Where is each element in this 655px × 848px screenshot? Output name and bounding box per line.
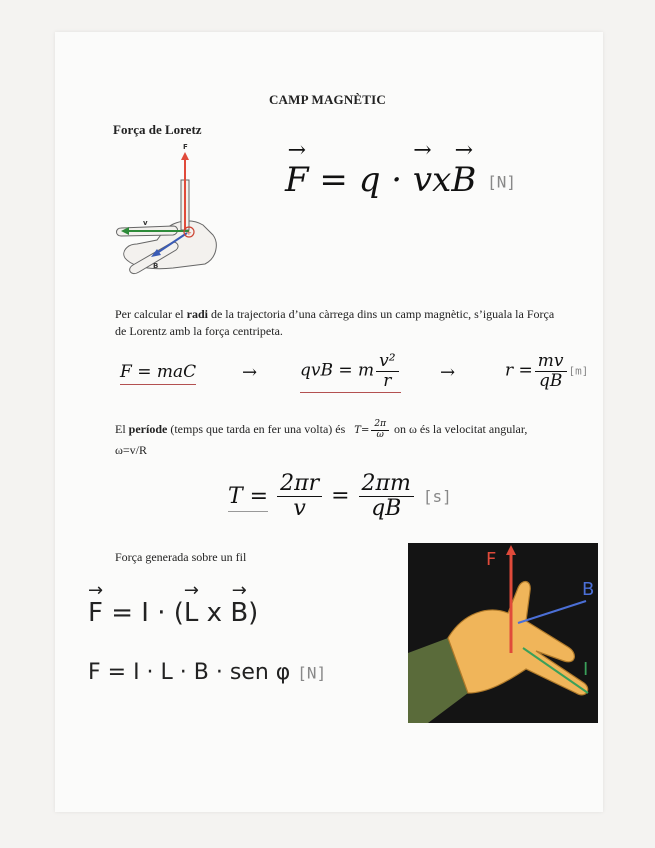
unit-newton-2: [N]	[297, 663, 327, 683]
wire-eq-middle: = I · (	[111, 598, 184, 628]
section-heading-lorentz: Força de Loretz	[113, 122, 202, 137]
period-num-1: 2πr	[277, 472, 322, 497]
wire-field-vector: → B	[230, 598, 248, 628]
svg-text:+: +	[186, 229, 192, 237]
radius-text-2: de la trajectoria d’una càrrega dins un camp magnètic, s’iguala la Força de Lorentz amb la força centripeta.	[115, 307, 555, 338]
force-vector-symbol: → F	[285, 160, 309, 200]
wire-force-heading: Força generada sobre un fil	[115, 550, 247, 564]
period-bold-term: període	[128, 422, 168, 436]
eq3-denominator: qB	[538, 370, 563, 391]
period-text-3: on ω és la velocitat angular,	[391, 422, 528, 436]
photo-label-b: B	[582, 579, 595, 600]
wire-force-vector: → F	[88, 598, 103, 628]
diagram-label-v: v	[143, 219, 148, 227]
diagram-label-b: B	[153, 262, 159, 270]
left-hand-rule-diagram	[113, 140, 233, 280]
equals-q-dot: = q ·	[319, 160, 403, 200]
wire-cross: x	[206, 598, 223, 628]
angular-velocity-relation: ω=v/R	[115, 442, 148, 457]
radius-paragraph	[115, 306, 555, 340]
period-text-2: (temps que tarda en fer una volta) és	[167, 422, 346, 436]
radius-bold-term: radi	[186, 307, 208, 321]
unit-metre: [m]	[568, 364, 589, 378]
radius-text-1: Per calcular el	[115, 307, 187, 321]
equation-radius	[505, 352, 588, 390]
length-vector: → L	[184, 598, 199, 628]
unit-newton: [N]	[487, 172, 517, 192]
field-vector-symbol: → B	[451, 160, 476, 200]
wire-force-vector-equation	[88, 598, 258, 628]
arrow-2: →	[440, 362, 456, 383]
period-equals: =	[331, 483, 350, 509]
diagram-label-f: F	[183, 143, 188, 151]
period-den-2: qB	[371, 496, 402, 522]
equation-newton-second-law: F = maC	[120, 362, 196, 385]
wire-force-scalar-equation	[88, 660, 326, 685]
arrow-1: →	[242, 362, 258, 383]
eq2-left: qvB = m	[300, 360, 375, 381]
period-paragraph	[115, 420, 585, 459]
velocity-vector-symbol: → v	[413, 160, 432, 200]
eq3-numerator: mv	[535, 352, 567, 372]
photo-label-f: F	[486, 549, 497, 570]
eq3-left: r =	[505, 360, 533, 381]
period-num-2: 2πm	[359, 472, 414, 497]
period-den-1: v	[293, 496, 306, 522]
unit-second: [s]	[422, 487, 452, 507]
equation-force-equality	[300, 352, 401, 393]
inline-denominator: ω	[376, 430, 384, 440]
photo-label-i: I	[583, 659, 589, 680]
period-equation	[228, 472, 452, 521]
period-t: T =	[228, 484, 268, 512]
right-hand-rule-photo	[408, 543, 598, 723]
radius-equations-row	[120, 352, 600, 412]
lorentz-force-equation	[285, 160, 516, 200]
cross-symbol: x	[432, 160, 452, 200]
inline-t: T=	[354, 425, 370, 436]
eq2-denominator: r	[383, 370, 392, 391]
wire-eq-close: )	[248, 598, 259, 628]
wire-scalar-formula: F = I · L · B · sen φ	[88, 660, 291, 685]
eq2-numerator: v²	[376, 352, 398, 372]
period-text-1: El	[115, 422, 129, 436]
page-title: CAMP MAGNÈTIC	[268, 92, 387, 107]
inline-numerator: 2π	[371, 420, 389, 431]
